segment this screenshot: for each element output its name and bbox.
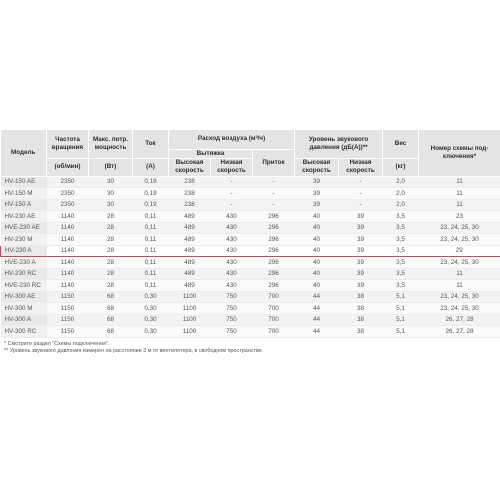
table-row [1, 326, 500, 338]
col-noise-low: Низкая скорость [339, 158, 383, 176]
cell-exhaust-low: 750 [211, 314, 253, 326]
unit-rpm: (об/мин) [47, 158, 89, 176]
cell-exhaust-high: 489 [169, 234, 211, 246]
cell-model: HV-150 M [1, 188, 47, 200]
cell-noise-low: 38 [339, 303, 383, 315]
cell-noise-low: 38 [339, 326, 383, 338]
cell-model: HV-230 RC [1, 268, 47, 280]
cell-current: 0,19 [133, 199, 169, 211]
cell-power: 30 [89, 188, 133, 200]
col-model: Модель [1, 130, 47, 176]
cell-noise-high: 40 [295, 222, 339, 234]
cell-scheme: 23 [419, 211, 500, 223]
cell-noise-low: 39 [339, 268, 383, 280]
cell-scheme: 23, 24, 25, 30 [419, 257, 500, 269]
spec-table [0, 130, 500, 338]
cell-scheme: 23, 24, 25, 30 [419, 303, 500, 315]
table-row [1, 280, 500, 292]
table-header [1, 130, 500, 176]
cell-supply: 296 [253, 211, 295, 223]
cell-current: 0,11 [133, 245, 169, 257]
cell-noise-low: 39 [339, 234, 383, 246]
table-row [1, 314, 500, 326]
cell-noise-low: 39 [339, 222, 383, 234]
cell-exhaust-low: 430 [211, 257, 253, 269]
footnotes [0, 338, 500, 356]
unit-power: (Вт) [89, 158, 133, 176]
cell-power: 28 [89, 257, 133, 269]
cell-supply: 296 [253, 222, 295, 234]
col-exhaust-low: Низкая скорость [211, 158, 253, 176]
cell-exhaust-low: 430 [211, 211, 253, 223]
cell-exhaust-low: 750 [211, 291, 253, 303]
cell-rpm: 1150 [47, 303, 89, 315]
cell-weight: 3,5 [383, 257, 419, 269]
cell-supply: - [253, 188, 295, 200]
cell-power: 68 [89, 314, 133, 326]
col-rpm: Частота вращения [47, 130, 89, 158]
cell-supply: 700 [253, 326, 295, 338]
cell-noise-low: 38 [339, 291, 383, 303]
cell-exhaust-high: 1100 [169, 326, 211, 338]
cell-noise-high: 40 [295, 245, 339, 257]
cell-model: HV-300 M [1, 303, 47, 315]
cell-exhaust-high: 489 [169, 280, 211, 292]
cell-current: 0,19 [133, 176, 169, 188]
cell-noise-low: 39 [339, 245, 383, 257]
cell-noise-low: 38 [339, 314, 383, 326]
cell-scheme: 23, 24, 25, 30 [419, 222, 500, 234]
cell-model: HVE-230 RC [1, 280, 47, 292]
cell-exhaust-low: - [211, 188, 253, 200]
cell-current: 0,11 [133, 257, 169, 269]
cell-current: 0,19 [133, 188, 169, 200]
cell-exhaust-high: 489 [169, 245, 211, 257]
col-weight: Вес [383, 130, 419, 158]
cell-rpm: 2350 [47, 199, 89, 211]
unit-current: (А) [133, 158, 169, 176]
cell-exhaust-low: 430 [211, 268, 253, 280]
cell-rpm: 1140 [47, 268, 89, 280]
cell-exhaust-high: 1100 [169, 314, 211, 326]
cell-power: 28 [89, 234, 133, 246]
cell-scheme: 29 [419, 245, 500, 257]
table-row [1, 303, 500, 315]
cell-noise-low: 39 [339, 211, 383, 223]
cell-noise-high: 44 [295, 314, 339, 326]
col-group-exhaust: Вытяжка [169, 149, 253, 158]
cell-rpm: 1140 [47, 257, 89, 269]
cell-noise-high: 44 [295, 303, 339, 315]
cell-model: HV-230 AE [1, 211, 47, 223]
cell-supply: 296 [253, 268, 295, 280]
col-supply: Приток [253, 149, 295, 176]
table-row [1, 222, 500, 234]
cell-scheme: 26, 27, 28 [419, 314, 500, 326]
cell-power: 28 [89, 222, 133, 234]
cell-weight: 2,0 [383, 188, 419, 200]
cell-noise-low: - [339, 199, 383, 211]
footnote-scheme: * Смотрите раздел "Схемы подключения". [4, 340, 110, 347]
cell-rpm: 1140 [47, 211, 89, 223]
cell-weight: 2,0 [383, 199, 419, 211]
cell-power: 28 [89, 245, 133, 257]
cell-rpm: 1140 [47, 222, 89, 234]
cell-weight: 3,5 [383, 222, 419, 234]
cell-weight: 3,5 [383, 211, 419, 223]
cell-power: 30 [89, 199, 133, 211]
cell-rpm: 1140 [47, 280, 89, 292]
cell-scheme: 11 [419, 280, 500, 292]
cell-scheme: 11 [419, 199, 500, 211]
cell-model: HV-300 A [1, 314, 47, 326]
cell-current: 0,11 [133, 234, 169, 246]
col-current: Ток [133, 130, 169, 158]
cell-supply: 296 [253, 257, 295, 269]
cell-model: HV-150 AE [1, 176, 47, 188]
cell-current: 0,30 [133, 326, 169, 338]
cell-noise-high: 40 [295, 211, 339, 223]
cell-current: 0,30 [133, 314, 169, 326]
cell-model: HV-300 AE [1, 291, 47, 303]
cell-exhaust-low: 750 [211, 326, 253, 338]
col-noise-high: Высокая скорость [295, 158, 339, 176]
cell-power: 28 [89, 268, 133, 280]
cell-power: 68 [89, 291, 133, 303]
cell-model: HV-150 A [1, 199, 47, 211]
cell-supply: 296 [253, 280, 295, 292]
cell-model: HV-230 A [1, 245, 47, 257]
cell-noise-low: - [339, 188, 383, 200]
table-row-highlighted [1, 245, 500, 257]
cell-exhaust-high: 238 [169, 176, 211, 188]
footnote-noise: ** Уровень звукового давления измерен на расстоянии 3 м от вентилятора, в свободном пространстве. [4, 348, 264, 354]
cell-exhaust-high: 489 [169, 222, 211, 234]
cell-supply: - [253, 176, 295, 188]
cell-rpm: 1150 [47, 326, 89, 338]
cell-supply: 700 [253, 291, 295, 303]
cell-exhaust-low: - [211, 176, 253, 188]
cell-current: 0,11 [133, 211, 169, 223]
cell-noise-high: 44 [295, 326, 339, 338]
cell-noise-high: 39 [295, 176, 339, 188]
cell-current: 0,11 [133, 222, 169, 234]
cell-supply: 700 [253, 314, 295, 326]
cell-current: 0,30 [133, 303, 169, 315]
cell-exhaust-low: 430 [211, 234, 253, 246]
cell-weight: 2,0 [383, 176, 419, 188]
cell-scheme: 23, 24, 25, 30 [419, 291, 500, 303]
cell-noise-high: 40 [295, 234, 339, 246]
cell-noise-high: 40 [295, 268, 339, 280]
table-row [1, 211, 500, 223]
cell-current: 0,11 [133, 280, 169, 292]
cell-noise-high: 39 [295, 199, 339, 211]
cell-power: 28 [89, 280, 133, 292]
cell-noise-low: 39 [339, 257, 383, 269]
cell-exhaust-low: - [211, 199, 253, 211]
cell-supply: 700 [253, 303, 295, 315]
cell-exhaust-high: 238 [169, 199, 211, 211]
cell-exhaust-high: 1100 [169, 291, 211, 303]
spec-sheet [0, 130, 500, 356]
cell-rpm: 1140 [47, 234, 89, 246]
cell-weight: 5,1 [383, 303, 419, 315]
cell-exhaust-high: 238 [169, 188, 211, 200]
cell-rpm: 2350 [47, 188, 89, 200]
cell-power: 30 [89, 176, 133, 188]
cell-weight: 3,5 [383, 280, 419, 292]
cell-noise-high: 40 [295, 257, 339, 269]
col-exhaust-high: Высокая скорость [169, 158, 211, 176]
table-body [1, 176, 500, 337]
cell-scheme: 11 [419, 176, 500, 188]
table-row [1, 234, 500, 246]
cell-rpm: 1150 [47, 291, 89, 303]
cell-scheme: 23, 24, 25, 30 [419, 234, 500, 246]
table-row [1, 268, 500, 280]
cell-scheme: 11 [419, 188, 500, 200]
cell-weight: 5,1 [383, 291, 419, 303]
cell-exhaust-low: 430 [211, 245, 253, 257]
cell-power: 68 [89, 326, 133, 338]
cell-weight: 3,5 [383, 234, 419, 246]
cell-exhaust-high: 1100 [169, 303, 211, 315]
cell-rpm: 1140 [47, 245, 89, 257]
cell-current: 0,30 [133, 291, 169, 303]
table-row [1, 199, 500, 211]
cell-weight: 3,5 [383, 268, 419, 280]
cell-exhaust-low: 430 [211, 280, 253, 292]
cell-exhaust-high: 489 [169, 211, 211, 223]
cell-rpm: 1150 [47, 314, 89, 326]
cell-model: HVE-230 AE [1, 222, 47, 234]
table-row [1, 176, 500, 188]
cell-supply: - [253, 199, 295, 211]
cell-power: 28 [89, 211, 133, 223]
cell-exhaust-low: 430 [211, 222, 253, 234]
cell-noise-low: - [339, 176, 383, 188]
cell-noise-high: 44 [295, 291, 339, 303]
table-row [1, 188, 500, 200]
col-scheme: Номер схемы под-ключения* [419, 130, 500, 176]
cell-noise-low: 39 [339, 280, 383, 292]
table-row [1, 291, 500, 303]
cell-exhaust-high: 489 [169, 268, 211, 280]
cell-supply: 296 [253, 245, 295, 257]
cell-noise-high: 39 [295, 188, 339, 200]
col-power: Макс. потр. мощность [89, 130, 133, 158]
cell-scheme: 11 [419, 268, 500, 280]
cell-exhaust-low: 750 [211, 303, 253, 315]
table-row [1, 257, 500, 269]
cell-model: HV-300 RC [1, 326, 47, 338]
cell-weight: 5,1 [383, 326, 419, 338]
cell-model: HVE-230 A [1, 257, 47, 269]
cell-scheme: 26, 27, 28 [419, 326, 500, 338]
cell-weight: 3,5 [383, 245, 419, 257]
cell-exhaust-high: 489 [169, 257, 211, 269]
col-group-airflow: Расход воздуха (м³/ч) [169, 130, 295, 149]
cell-current: 0,11 [133, 268, 169, 280]
cell-noise-high: 40 [295, 280, 339, 292]
cell-rpm: 2350 [47, 176, 89, 188]
col-group-noise: Уровень звукового давления (дБ(А))** [295, 130, 383, 158]
cell-model: HV-230 M [1, 234, 47, 246]
unit-weight: (кг) [383, 158, 419, 176]
cell-power: 68 [89, 303, 133, 315]
cell-weight: 5,1 [383, 314, 419, 326]
cell-supply: 296 [253, 234, 295, 246]
